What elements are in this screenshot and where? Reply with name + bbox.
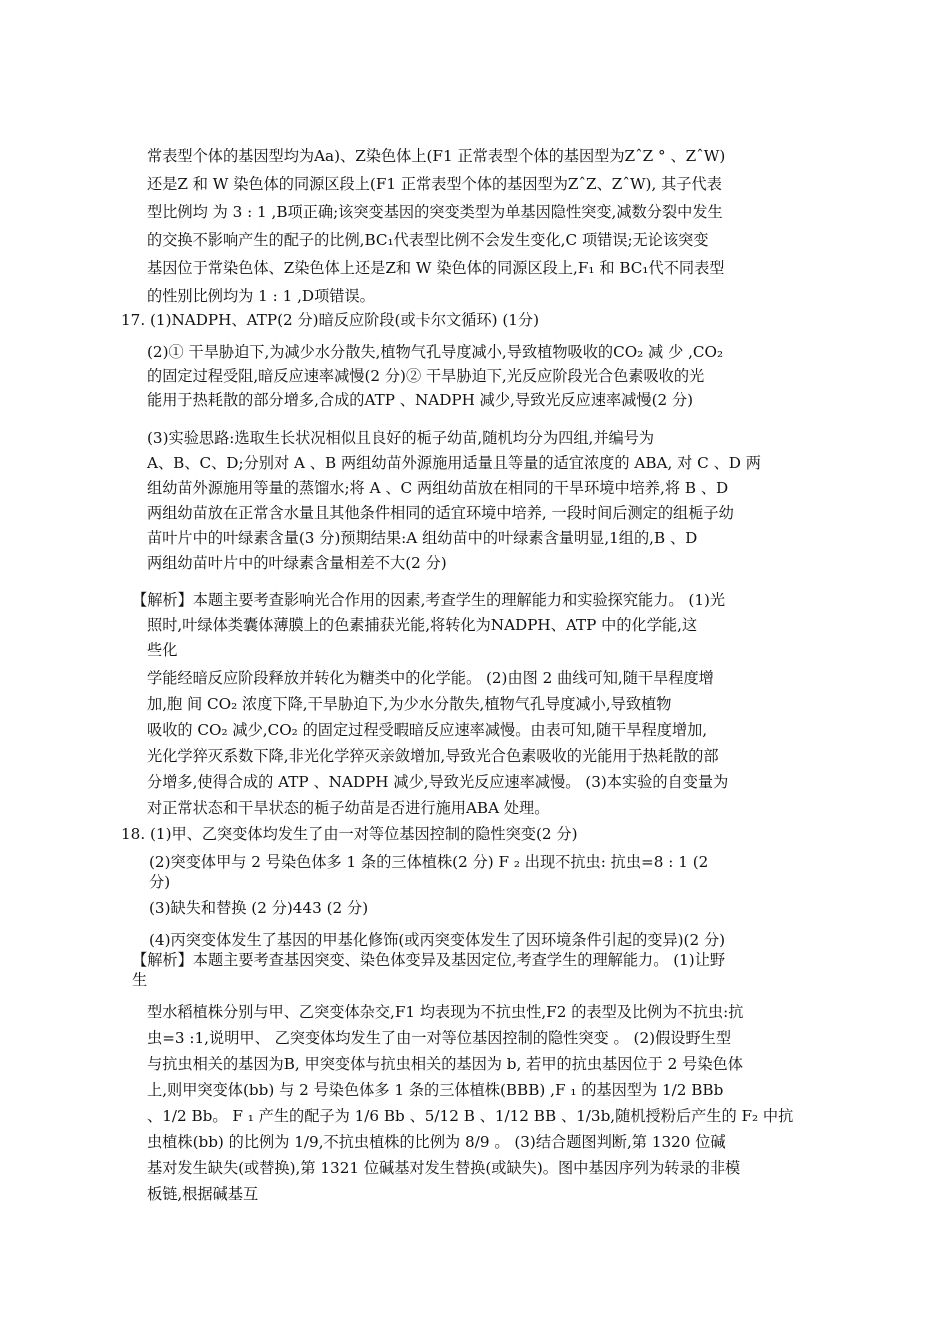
q18-answer-3: (3)缺失和替换 (2 分)443 (2 分) [149,899,369,917]
text-line: 、1/2 Bb。 F ₁ 产生的配子为 1/6 Bb 、5/12 B 、1/12 BB 、1/3b,随机授粉后产生的 F₂ 中抗 [147,1107,794,1125]
text-line: 吸收的 CO₂ 减少,CO₂ 的固定过程受暇暗反应速率减慢。由表可知,随干旱程度增加, [147,721,708,739]
text-line: 加,胞 间 CO₂ 浓度下降,干旱胁迫下,为少水分散失,植物气孔导度减小,导致植物 [147,695,672,713]
text-line: 苗叶片中的叶绿素含量(3 分)预期结果:A 组幼苗中的叶绿素含量明显,1组的,B 、D [147,529,698,547]
q17-answer-3: (3)实验思路:选取生长状况相似且良好的栀子幼苗,随机均分为四组,并编号为 [147,429,655,447]
q18-analysis: 【解析】本题主要考查基因突变、染色体变异及基因定位,考查学生的理解能力。 (1)让野 [132,951,726,969]
text-line: 学能经暗反应阶段释放并转化为糖类中的化学能。 (2)由图 2 曲线可知,随干旱程度增 [147,669,714,687]
text-line: 分增多,使得合成的 ATP 、NADPH 减少,导致光反应速率减慢。 (3)本实验的自变量为 [147,773,729,791]
text-line: 型水稻植株分别与甲、乙突变体杂交,F1 均表现为不抗虫性,F2 的表型及比例为不抗虫:抗 [147,1003,744,1021]
text-line: 两组幼苗叶片中的叶绿素含量相差不大(2 分) [147,554,447,572]
text-line: 上,则甲突变体(bb) 与 2 号染色体多 1 条的三体植株(BBB) ,F ₁ 的基因型为 1/2 BBb [147,1081,724,1099]
q18-answer-4: (4)丙突变体发生了基因的甲基化修饰(或丙突变体发生了因环境条件引起的变异)(2 分) [149,931,726,949]
text-line: 基对发生缺失(或替换),第 1321 位碱基对发生替换(或缺失)。图中基因序列为转录的非模 [147,1159,741,1177]
text-line: 虫=3 :1,说明甲、 乙突变体均发生了由一对等位基因控制的隐性突变 。 (2)假设野生型 [147,1029,732,1047]
text-line: 与抗虫相关的基因为B, 甲突变体与抗虫相关的基因为 b, 若甲的抗虫基因位于 2 号染色体 [147,1055,743,1073]
text-line: 分) [149,873,171,891]
text-line: 光化学猝灭系数下降,非光化学猝灭亲敛增加,导致光合色素吸收的光能用于热耗散的部 [147,747,719,765]
q17-answer-1: 17. (1)NADPH、ATP(2 分)暗反应阶段(或卡尔文循环) (1分) [121,311,540,329]
q18-answer-1: 18. (1)甲、乙突变体均发生了由一对等位基因控制的隐性突变(2 分) [121,825,578,843]
text-line: 能用于热耗散的部分增多,合成的ATP 、NADPH 减少,导致光反应速率减慢(2 分) [147,391,694,409]
text-line: 的固定过程受阻,暗反应速率减慢(2 分)② 干旱胁迫下,光反应阶段光合色素吸收的光 [147,367,705,385]
text-line: 虫植株(bb) 的比例为 1/9,不抗虫植株的比例为 8/9 。 (3)结合题图判断,第 1320 位碱 [147,1133,726,1151]
text-line: 还是Z 和 W 染色体的同源区段上(F1 正常表型个体的基因型为ZˆZ、ZˆW), 其子代表 [147,175,722,193]
text-line: 常表型个体的基因型均为Aa)、Z染色体上(F1 正常表型个体的基因型为ZˆZ ° 、ZˆW) [147,147,726,165]
text-line: 的性别比例均为 1 : 1 ,D项错误。 [147,287,375,305]
text-line: 两组幼苗放在正常含水量且其他条件相同的适宜环境中培养, 一段时间后测定的组栀子幼 [147,504,734,522]
text-line: 照时,叶绿体类囊体薄膜上的色素捕获光能,将转化为NADPH、ATP 中的化学能,这 [147,616,698,634]
text-line: 些化 [147,641,178,659]
q17-answer-2: (2)① 干旱胁迫下,为减少水分散失,植物气孔导度减小,导致植物吸收的CO₂ 减 少 ,CO₂ [147,343,724,361]
text-line: 生 [132,971,148,989]
text-line: A、B、C、D;分别对 A 、B 两组幼苗外源施用适量且等量的适宜浓度的 ABA, 对 C 、D 两 [147,454,761,472]
text-line: 的交换不影响产生的配子的比例,BC₁代表型比例不会发生变化,C 项错误;无论该突变 [147,231,709,249]
q17-analysis: 【解析】本题主要考查影响光合作用的因素,考查学生的理解能力和实验探究能力。 (1)光 [132,591,726,609]
text-line: 型比例均 为 3 : 1 ,B项正确;该突变基因的突变类型为单基因隐性突变,减数分裂中发生 [147,203,723,221]
text-line: 基因位于常染色体、Z染色体上还是Z和 W 染色体的同源区段上,F₁ 和 BC₁代不同表型 [147,259,725,277]
q18-answer-2: (2)突变体甲与 2 号染色体多 1 条的三体植株(2 分) F ₂ 出现不抗虫: 抗虫=8 : 1 (2 [149,853,709,871]
text-line: 对正常状态和干旱状态的栀子幼苗是否进行施用ABA 处理。 [147,799,550,817]
text-line: 板链,根据碱基互 [147,1185,259,1203]
text-line: 组幼苗外源施用等量的蒸馏水;将 A 、C 两组幼苗放在相同的干旱环境中培养,将 B 、D [147,479,729,497]
